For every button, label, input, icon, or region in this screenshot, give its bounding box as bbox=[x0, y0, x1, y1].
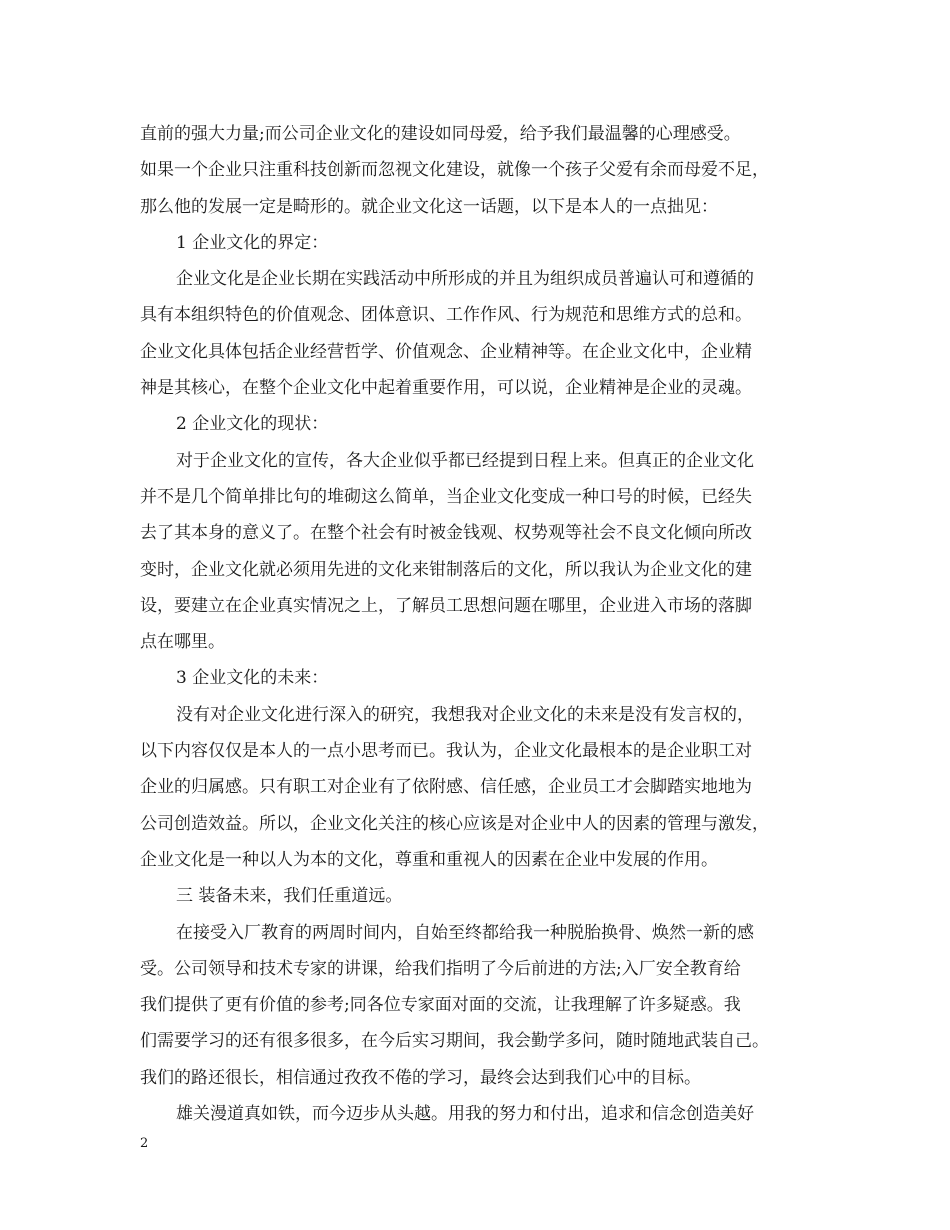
text-line: 雄关漫道真如铁，而今迈步从头越。用我的努力和付出，追求和信念创造美好 bbox=[176, 1104, 754, 1125]
text-line: 企业文化是一种以人为本的文化，尊重和重视人的因素在企业中发展的作用。 bbox=[140, 849, 718, 870]
text-line: 具有本组织特色的价值观念、团体意识、工作作风、行为规范和思维方式的总和。 bbox=[140, 305, 752, 326]
text-line: 企业的归属感。只有职工对企业有了依附感、信任感，企业员工才会脚踏实地地为 bbox=[140, 777, 752, 798]
text-line: 3 企业文化的未来： bbox=[176, 668, 329, 689]
text-line: 点在哪里。 bbox=[140, 632, 225, 653]
text-line: 如果一个企业只注重科技创新而忽视文化建设，就像一个孩子父爱有余而母爱不足， bbox=[140, 160, 769, 181]
text-line: 受。公司领导和技术专家的讲课，给我们指明了今后前进的方法;入厂安全教育给 bbox=[140, 958, 741, 979]
text-line: 神是其核心，在整个企业文化中起着重要作用，可以说，企业精神是企业的灵魂。 bbox=[140, 378, 752, 399]
text-line: 并不是几个简单排比句的堆砌这么简单，当企业文化变成一种口号的时候，已经失 bbox=[140, 486, 752, 507]
text-line: 三 装备未来，我们任重道远。 bbox=[176, 886, 403, 907]
text-line: 企业文化具体包括企业经营哲学、价值观念、企业精神等。在企业文化中，企业精 bbox=[140, 341, 752, 362]
text-line: 对于企业文化的宣传，各大企业似乎都已经提到日程上来。但真正的企业文化 bbox=[176, 450, 754, 471]
text-line: 在接受入厂教育的两周时间内，自始至终都给我一种脱胎换骨、焕然一新的感 bbox=[176, 922, 754, 943]
text-line: 企业文化是企业长期在实践活动中所形成的并且为组织成员普遍认可和遵循的 bbox=[176, 269, 754, 290]
text-line: 2 企业文化的现状： bbox=[176, 414, 329, 435]
text-line: 设，要建立在企业真实情况之上，了解员工思想问题在哪里，企业进入市场的落脚 bbox=[140, 595, 752, 616]
text-line: 那么他的发展一定是畸形的。就企业文化这一话题，以下是本人的一点拙见： bbox=[140, 196, 718, 217]
text-line: 变时，企业文化就必须用先进的文化来钳制落后的文化，所以我认为企业文化的建 bbox=[140, 559, 752, 580]
text-line: 去了其本身的意义了。在整个社会有时被金钱观、权势观等社会不良文化倾向所改 bbox=[140, 523, 752, 544]
text-line: 公司创造效益。所以，企业文化关注的核心应该是对企业中人的因素的管理与激发， bbox=[140, 813, 769, 834]
text-line: 1 企业文化的界定： bbox=[176, 232, 329, 253]
text-line: 我们提供了更有价值的参考;同各位专家面对面的交流，让我理解了许多疑惑。我 bbox=[140, 995, 741, 1016]
text-line: 没有对企业文化进行深入的研究，我想我对企业文化的未来是没有发言权的， bbox=[176, 704, 754, 725]
text-line: 我们的路还很长，相信通过孜孜不倦的学习，最终会达到我们心中的目标。 bbox=[140, 1067, 701, 1088]
text-line: 直前的强大力量;而公司企业文化的建设如同母爱，给予我们最温馨的心理感受。 bbox=[140, 124, 741, 144]
body-text bbox=[140, 116, 820, 1132]
text-line: 们需要学习的还有很多很多，在今后实习期间，我会勤学多问，随时随地武装自己。 bbox=[140, 1031, 769, 1052]
page-number: 2 bbox=[140, 1136, 149, 1151]
text-line: 以下内容仅仅是本人的一点小思考而已。我认为，企业文化最根本的是企业职工对 bbox=[140, 741, 752, 762]
